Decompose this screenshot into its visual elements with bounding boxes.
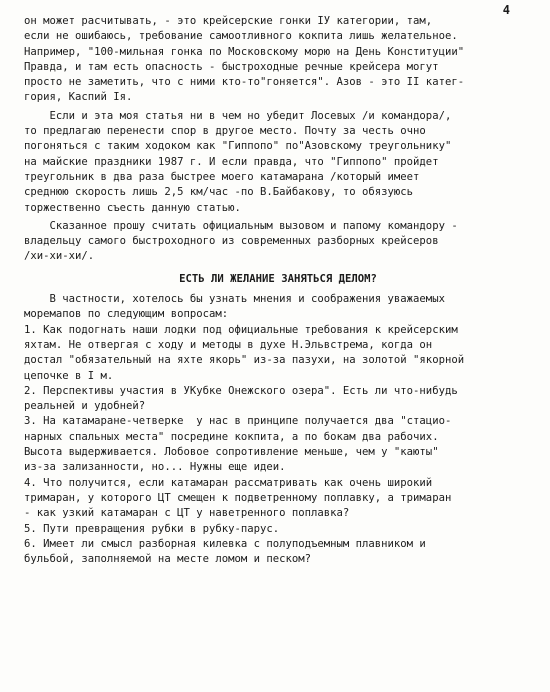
text-line: тримаран, у которого ЦТ смещен к подветренному поплавку, а тримаран xyxy=(24,491,452,504)
text-line: торжественно съесть данную статью. xyxy=(24,201,241,214)
text-line: Если и эта моя статья ни в чем но убедит Лосевых /и командора/, xyxy=(24,109,452,122)
question-6 xyxy=(24,537,532,568)
question-4 xyxy=(24,476,532,522)
text-line: В частности, хотелось бы узнать мнения и соображения уважаемых xyxy=(24,293,445,306)
text-line: из-за зализанности, но... Нужны еще идеи. xyxy=(24,461,286,474)
text-line: если не ошибаюсь, требование самоотливного кокпита лишь желательное. xyxy=(24,30,458,43)
text-line: - как узкий катамаран с ЦТ у наветренного поплавка? xyxy=(24,507,350,520)
text-line: на майские праздники 1987 г. И если правда, что "Гиппопо" пройдет xyxy=(24,155,439,168)
question-5 xyxy=(24,522,532,537)
text-line: погоняться с таким ходоком как "Гиппопо" по"Азовскому треугольнику" xyxy=(24,140,452,153)
text-line: /хи-хи-хи/. xyxy=(24,250,95,263)
text-line: достал "обязательный на яхте якорь" из-за пазухи, на золотой "якорной xyxy=(24,354,465,367)
text-line: владельцу самого быстроходного из современных разборных крейсеров xyxy=(24,235,439,248)
text-line: он может расчитывать, - это крейсерские гонки IУ категории, там, xyxy=(24,15,433,27)
text-line: 1. Как подогнать наши лодки под официальные требования к крейсерским xyxy=(24,323,458,336)
text-line: 4. Что получится, если катамаран рассматривать как очень широкий xyxy=(24,476,433,489)
text-line: Например, "100-мильная гонка по Московскому морю на День Конституции" xyxy=(24,45,465,58)
question-3 xyxy=(24,414,532,475)
text-line: Высота выдерживается. Лобовое сопротивление меньше, чем у "каюты" xyxy=(24,446,439,459)
text-line: Правда, и там есть опасность - быстроходные речные крейсера могут xyxy=(24,60,439,73)
text-line: 2. Перспективы участия в УКубке Онежского озера". Есть ли что-нибудь xyxy=(24,384,458,397)
text-line: то предлагаю перенести спор в другое место. Почту за честь очно xyxy=(24,125,426,138)
page-number: 4 xyxy=(502,3,510,17)
text-line: Сказанное прошу считать официальным вызовом и папому командору - xyxy=(24,219,458,232)
text-line: реальней и удобней? xyxy=(24,400,146,413)
paragraph-3 xyxy=(24,219,532,265)
section-heading: ЕСТЬ ЛИ ЖЕЛАНИЕ ЗАНЯТЬСЯ ДЕЛОМ? xyxy=(179,272,377,285)
text-line: бульбой, заполняемой на месте ломом и песком? xyxy=(24,553,312,566)
text-line: 6. Имеет ли смысл разборная килевка с полуподъемным плавником и xyxy=(24,537,426,550)
question-2 xyxy=(24,384,532,415)
paragraph-2 xyxy=(24,109,532,216)
text-line: среднюю скорость лишь 2,5 км/час -по В.Байбакову, то обязуюсь xyxy=(24,186,414,199)
text-line: яхтам. Не отвергая с ходу и методы в духе Н.Эльвстрема, когда он xyxy=(24,338,433,351)
text-line: просто не заметить, что с ними кто-то"гоняется". Азов - это II катег- xyxy=(24,76,465,89)
text-line: 3. На катамаране-четверке у нас в принципе получается два "стацио- xyxy=(24,415,452,428)
paragraph-1 xyxy=(24,14,532,106)
text-line: моремапов по следующим вопросам: xyxy=(24,308,229,321)
text-line: 5. Пути превращения рубки в рубку-парус. xyxy=(24,522,280,535)
text-line: гория, Каспий Iя. xyxy=(24,91,133,104)
text-line: нарных спальных места" посредине кокпита, а по бокам два рабочих. xyxy=(24,430,439,443)
text-line: цепочке в I м. xyxy=(24,369,114,382)
text-line: треугольник в два раза быстрее моего катамарана /который имеет xyxy=(24,170,420,183)
page-body xyxy=(24,14,532,567)
intro-paragraph xyxy=(24,292,532,323)
question-1 xyxy=(24,323,532,384)
